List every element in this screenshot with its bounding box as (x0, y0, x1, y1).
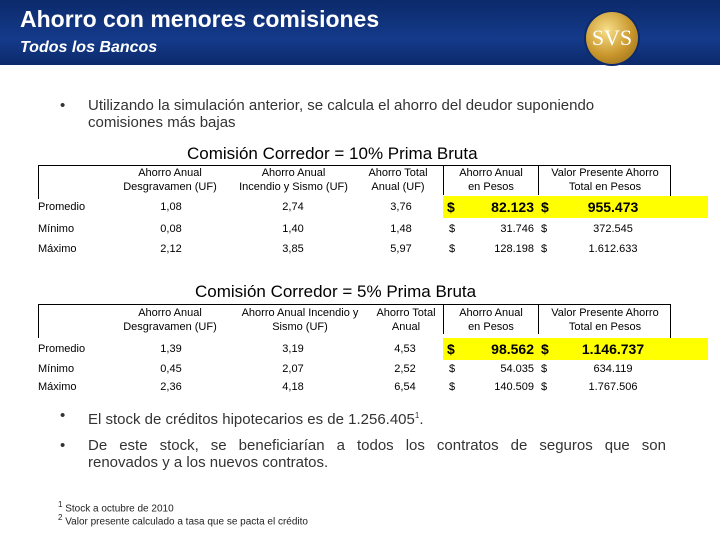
cell-valor-presente: 634.119 (593, 363, 633, 375)
cell-total: 2,52 (394, 363, 416, 375)
row-label: Máximo (38, 243, 77, 255)
footnote: $^2$ Valor presente calculado a tasa que se pacta el crédito (58, 513, 308, 528)
cell-valor-presente: 1.767.506 (588, 381, 638, 393)
cell-total-uf: 1,48 (390, 223, 412, 235)
logo-text: SVS (591, 25, 633, 50)
cell-desgravamen: 2,36 (160, 381, 182, 393)
currency-symbol: $ (541, 341, 549, 357)
benef-line2: renovados y a los nuevos contratos. (88, 454, 329, 471)
row-label: Promedio (38, 343, 86, 355)
bullet-icon: • (60, 437, 66, 454)
cell-valor-presente: 955.473 (587, 199, 639, 215)
table2-left-rule (38, 304, 39, 338)
bullet-icon: • (60, 97, 66, 114)
currency-symbol: $ (541, 381, 548, 393)
table1-divider (538, 165, 539, 195)
stock-text: El stock de créditos hipotecarios es de 1.256.405$^1$. (88, 411, 424, 428)
benef-line1: De este stock, se beneficiarían a todos los contratos de seguros que son (88, 437, 666, 454)
row-label: Promedio (38, 201, 86, 213)
currency-symbol: $ (449, 223, 456, 235)
cell-desgravamen: 0,45 (160, 363, 182, 375)
page-subtitle: Todos los Bancos (20, 39, 158, 56)
cell-incendio: 3,19 (282, 343, 304, 355)
table2-header: Ahorro Anual Incendio y Sismo (UF) (241, 307, 359, 333)
table1-right-rule (670, 165, 671, 199)
cell-total-uf: 5,97 (390, 243, 412, 255)
table1-header: Ahorro Anual en Pesos (459, 167, 523, 193)
table1-left-rule (38, 165, 39, 199)
intro-line2: comisiones más bajas (88, 114, 236, 131)
cell-incendio: 4,18 (282, 381, 304, 393)
row-label: Mínimo (38, 363, 75, 375)
row-label: Máximo (38, 381, 77, 393)
table2-right-rule (670, 304, 671, 338)
cell-ahorro-pesos: 54.035 (500, 363, 534, 375)
cell-ahorro-pesos: 140.509 (494, 381, 534, 393)
table2-title: Comisión Corredor = 5% Prima Bruta (195, 282, 477, 301)
cell-ahorro-pesos: 128.198 (494, 243, 534, 255)
header-bar (0, 0, 720, 65)
table1-divider (443, 165, 444, 195)
table2-row (38, 338, 678, 360)
cell-valor-presente: 1.146.737 (581, 341, 645, 357)
cell-ahorro-pesos: 98.562 (491, 341, 534, 357)
page-title: Ahorro con menores comisiones (20, 6, 380, 32)
table1-header: Ahorro Anual Desgravamen (UF) (123, 167, 217, 193)
currency-symbol: $ (541, 363, 548, 375)
intro-line1: Utilizando la simulación anterior, se calcula el ahorro del deudor suponiendo (88, 97, 595, 114)
cell-incendio: 1,40 (282, 223, 304, 235)
currency-symbol: $ (449, 381, 456, 393)
table1-row (38, 238, 678, 260)
table1-header: Ahorro Anual Incendio y Sismo (UF) (239, 167, 348, 193)
table1-header: Ahorro Total Anual (UF) (368, 167, 428, 193)
cell-ahorro-pesos: 31.746 (500, 223, 534, 235)
currency-symbol: $ (541, 223, 548, 235)
currency-symbol: $ (447, 199, 455, 215)
cell-incendio: 2,74 (282, 201, 304, 213)
cell-total-uf: 3,76 (390, 201, 412, 213)
cell-valor-presente: 372.545 (593, 223, 633, 235)
cell-desgravamen: 0,08 (160, 223, 182, 235)
currency-symbol: $ (541, 199, 549, 215)
table2-row (38, 376, 678, 398)
cell-ahorro-pesos: 82.123 (491, 199, 534, 215)
cell-desgravamen: 1,39 (160, 343, 182, 355)
table2-header: Ahorro Anual Desgravamen (UF) (123, 307, 217, 333)
table2-header: Ahorro Total Anual (376, 307, 436, 333)
cell-incendio: 3,85 (282, 243, 304, 255)
currency-symbol: $ (447, 341, 455, 357)
table1-header: Valor Presente Ahorro Total en Pesos (551, 167, 659, 193)
svs-logo (586, 12, 638, 64)
currency-symbol: $ (449, 243, 456, 255)
bullet-icon: • (60, 407, 66, 424)
currency-symbol: $ (449, 363, 456, 375)
table2-top-rule (38, 304, 670, 305)
cell-desgravamen: 2,12 (160, 243, 182, 255)
footnote: $^1$ Stock a octubre de 2010 (58, 500, 174, 515)
cell-incendio: 2,07 (282, 363, 304, 375)
cell-total: 4,53 (394, 343, 416, 355)
table2-header: Ahorro Anual en Pesos (459, 307, 523, 333)
table1-row (38, 218, 678, 240)
table1-title: Comisión Corredor = 10% Prima Bruta (187, 144, 478, 163)
cell-valor-presente: 1.612.633 (588, 243, 638, 255)
cell-total: 6,54 (394, 381, 416, 393)
row-label: Mínimo (38, 223, 75, 235)
currency-symbol: $ (541, 243, 548, 255)
table2-header: Valor Presente Ahorro Total en Pesos (551, 307, 659, 333)
cell-desgravamen: 1,08 (160, 201, 182, 213)
table2-divider (538, 304, 539, 334)
table1-row (38, 196, 678, 218)
